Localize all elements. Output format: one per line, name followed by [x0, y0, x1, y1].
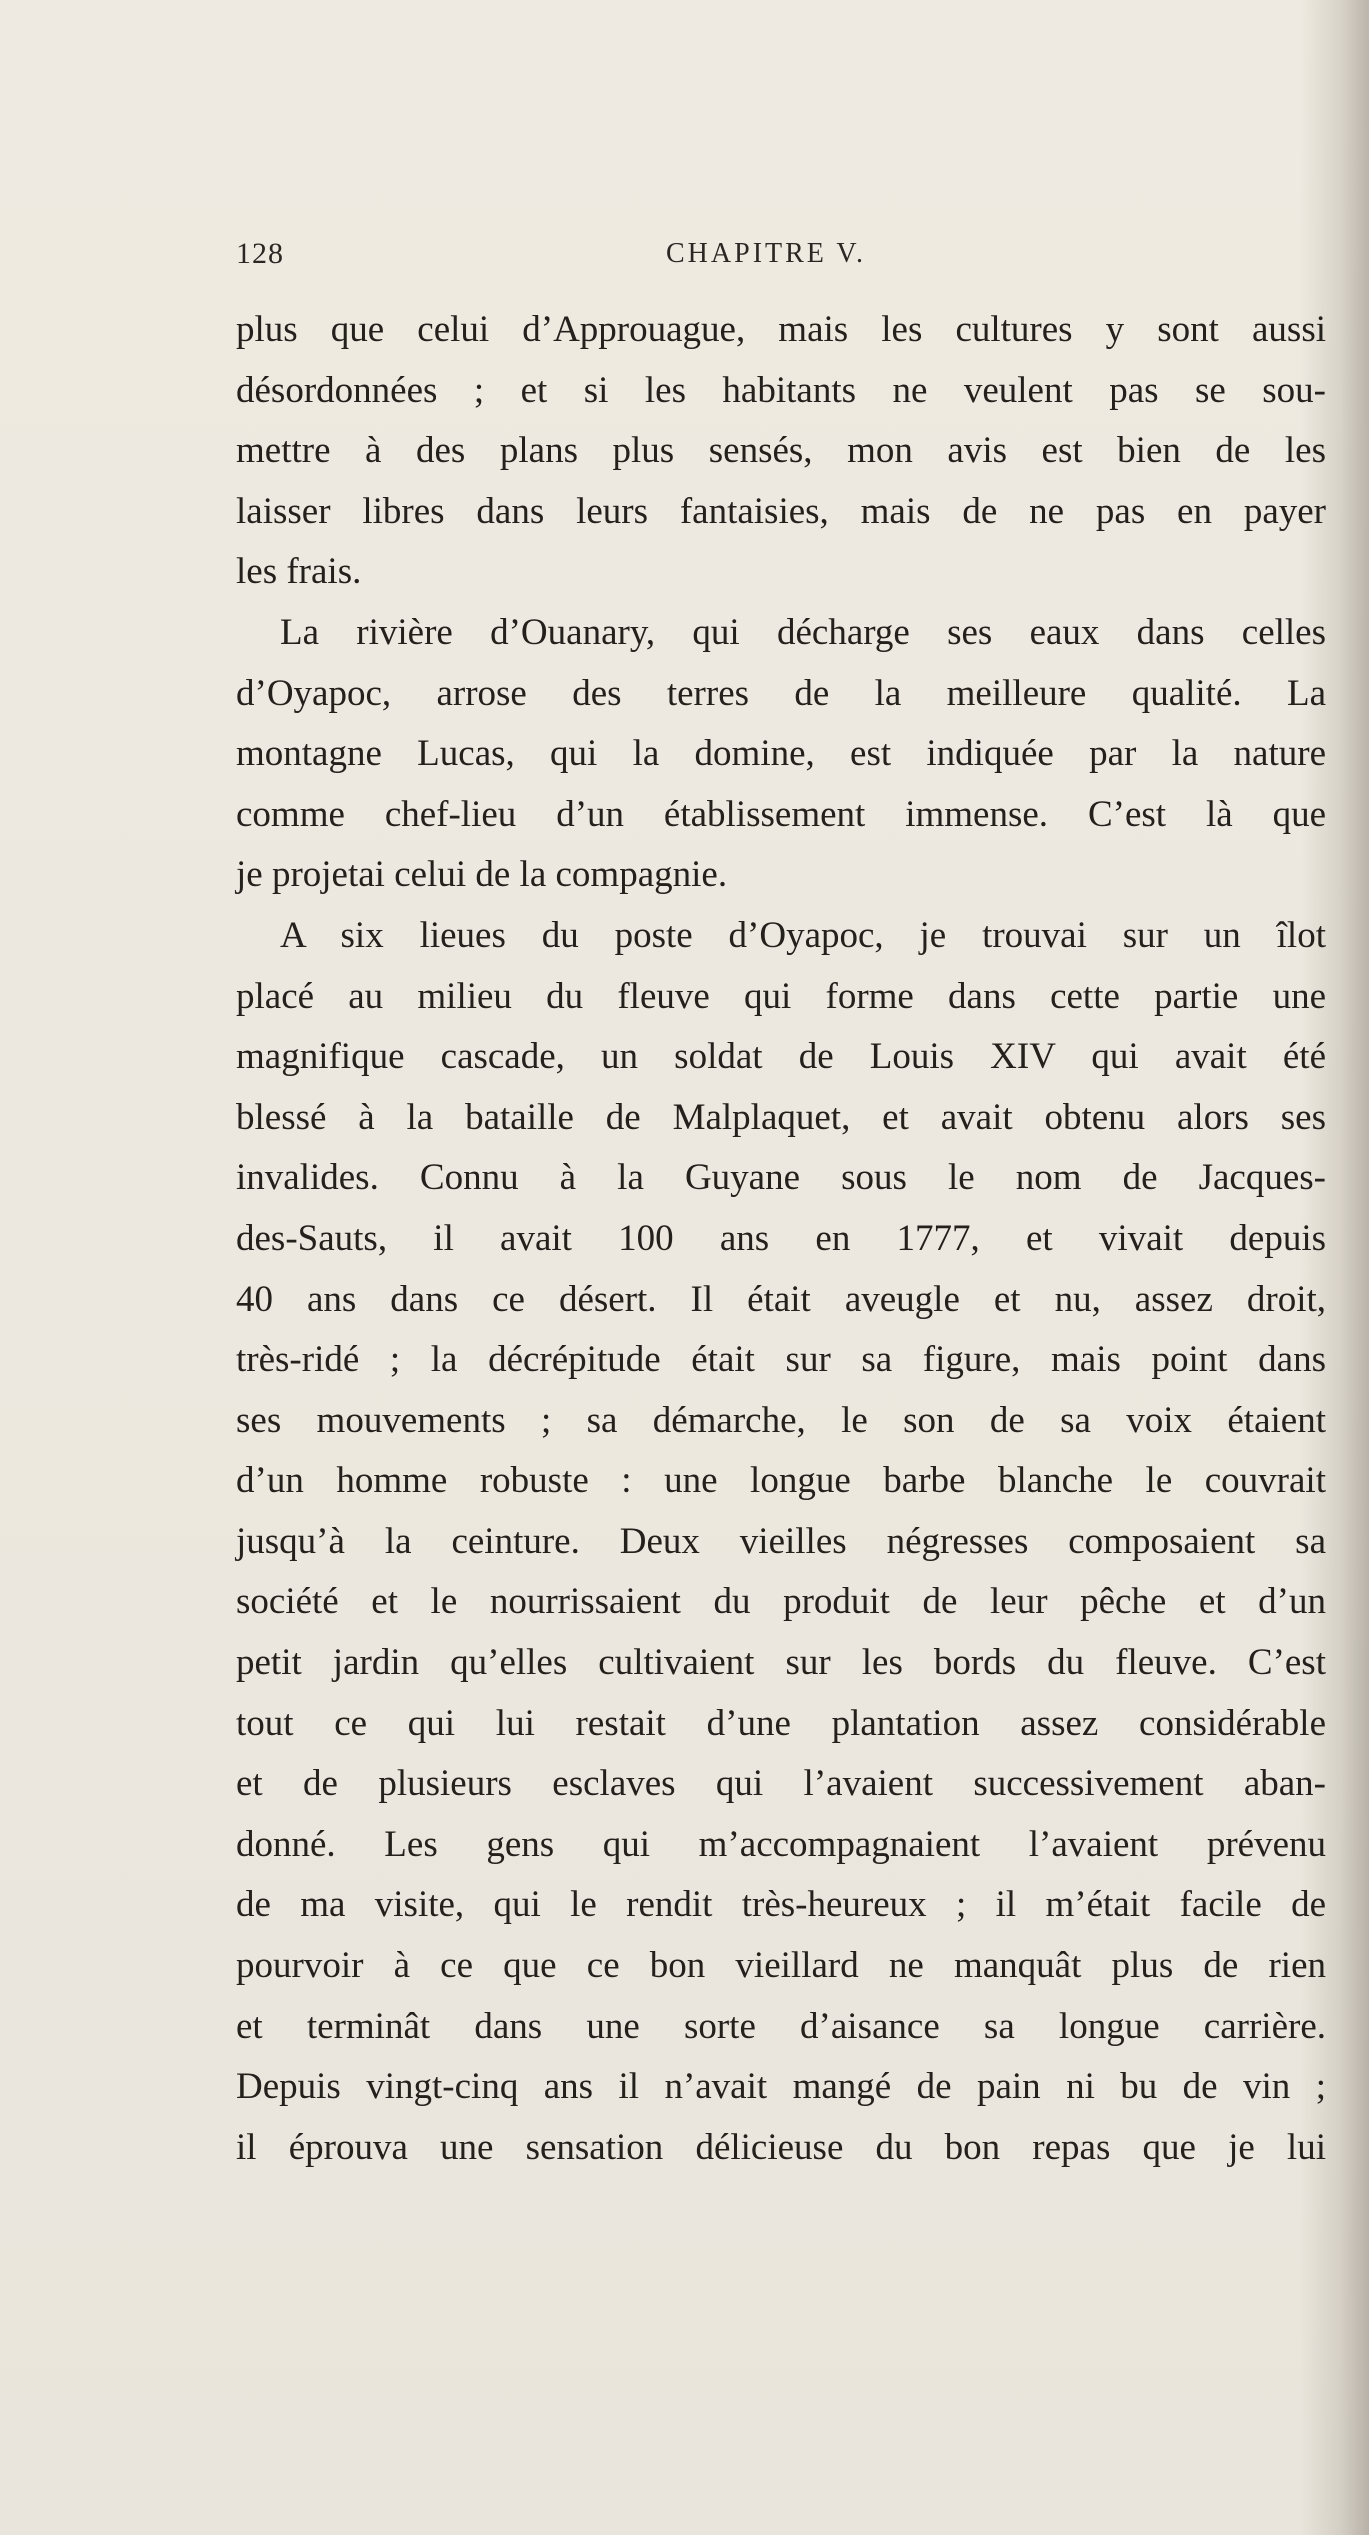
- text-line: plus que celui d’Approuague, mais les cultures y sont aussi: [236, 309, 1326, 350]
- text-line: très-ridé ; la décrépitude était sur sa figure, mais point dans: [236, 1339, 1326, 1381]
- body-text: [236, 300, 1326, 2178]
- text-line: A six lieues du poste d’Oyapoc, je trouvai sur un îlot: [280, 914, 1326, 956]
- text-line: donné. Les gens qui m’accompagnaient l’avaient prévenu: [236, 1823, 1326, 1865]
- text-line: d’un homme robuste : une longue barbe blanche le couvrait: [236, 1460, 1326, 1502]
- page-number: 128: [236, 237, 284, 270]
- page-header: [236, 232, 1326, 276]
- text-line: de ma visite, qui le rendit très-heureux ; il m’était facile de: [236, 1884, 1326, 1926]
- text-line: et de plusieurs esclaves qui l’avaient successivement aban-: [236, 1763, 1326, 1805]
- text-line: montagne Lucas, qui la domine, est indiquée par la nature: [236, 733, 1326, 775]
- running-head: CHAPITRE V.: [666, 238, 867, 269]
- text-line: je projetai celui de la compagnie.: [236, 854, 728, 896]
- text-line: comme chef-lieu d’un établissement immense. C’est là que: [236, 793, 1326, 835]
- text-line: invalides. Connu à la Guyane sous le nom de Jacques-: [236, 1157, 1326, 1199]
- text-line: placé au milieu du fleuve qui forme dans cette partie une: [236, 975, 1326, 1017]
- text-line: 40 ans dans ce désert. Il était aveugle et nu, assez droit,: [236, 1278, 1326, 1320]
- text-line: La rivière d’Ouanary, qui décharge ses eaux dans celles: [280, 611, 1326, 653]
- text-line: les frais.: [236, 551, 362, 593]
- text-line: des-Sauts, il avait 100 ans en 1777, et vivait depuis: [236, 1217, 1326, 1259]
- text-line: jusqu’à la ceinture. Deux vieilles négresses composaient sa: [236, 1520, 1326, 1562]
- text-line: et terminât dans une sorte d’aisance sa longue carrière.: [236, 2005, 1326, 2047]
- text-line: ses mouvements ; sa démarche, le son de sa voix étaient: [236, 1399, 1326, 1441]
- text-line: désordonnées ; et si les habitants ne veulent pas se sou-: [236, 369, 1326, 411]
- text-line: d’Oyapoc, arrose des terres de la meilleure qualité. La: [236, 672, 1326, 714]
- text-line: magnifique cascade, un soldat de Louis XIV qui avait été: [236, 1036, 1326, 1078]
- text-line: tout ce qui lui restait d’une plantation assez considérable: [236, 1702, 1326, 1744]
- text-line: laisser libres dans leurs fantaisies, mais de ne pas en payer: [236, 490, 1326, 532]
- text-line: blessé à la bataille de Malplaquet, et avait obtenu alors ses: [236, 1096, 1326, 1138]
- text-line: petit jardin qu’elles cultivaient sur les bords du fleuve. C’est: [236, 1642, 1326, 1684]
- text-line: pourvoir à ce que ce bon vieillard ne manquât plus de rien: [236, 1945, 1326, 1987]
- text-line: société et le nourrissaient du produit de leur pêche et d’un: [236, 1581, 1326, 1623]
- text-line: Depuis vingt-cinq ans il n’avait mangé de pain ni bu de vin ;: [236, 2066, 1326, 2108]
- text-line: il éprouva une sensation délicieuse du bon repas que je lui: [236, 2126, 1326, 2168]
- text-line: mettre à des plans plus sensés, mon avis est bien de les: [236, 430, 1326, 472]
